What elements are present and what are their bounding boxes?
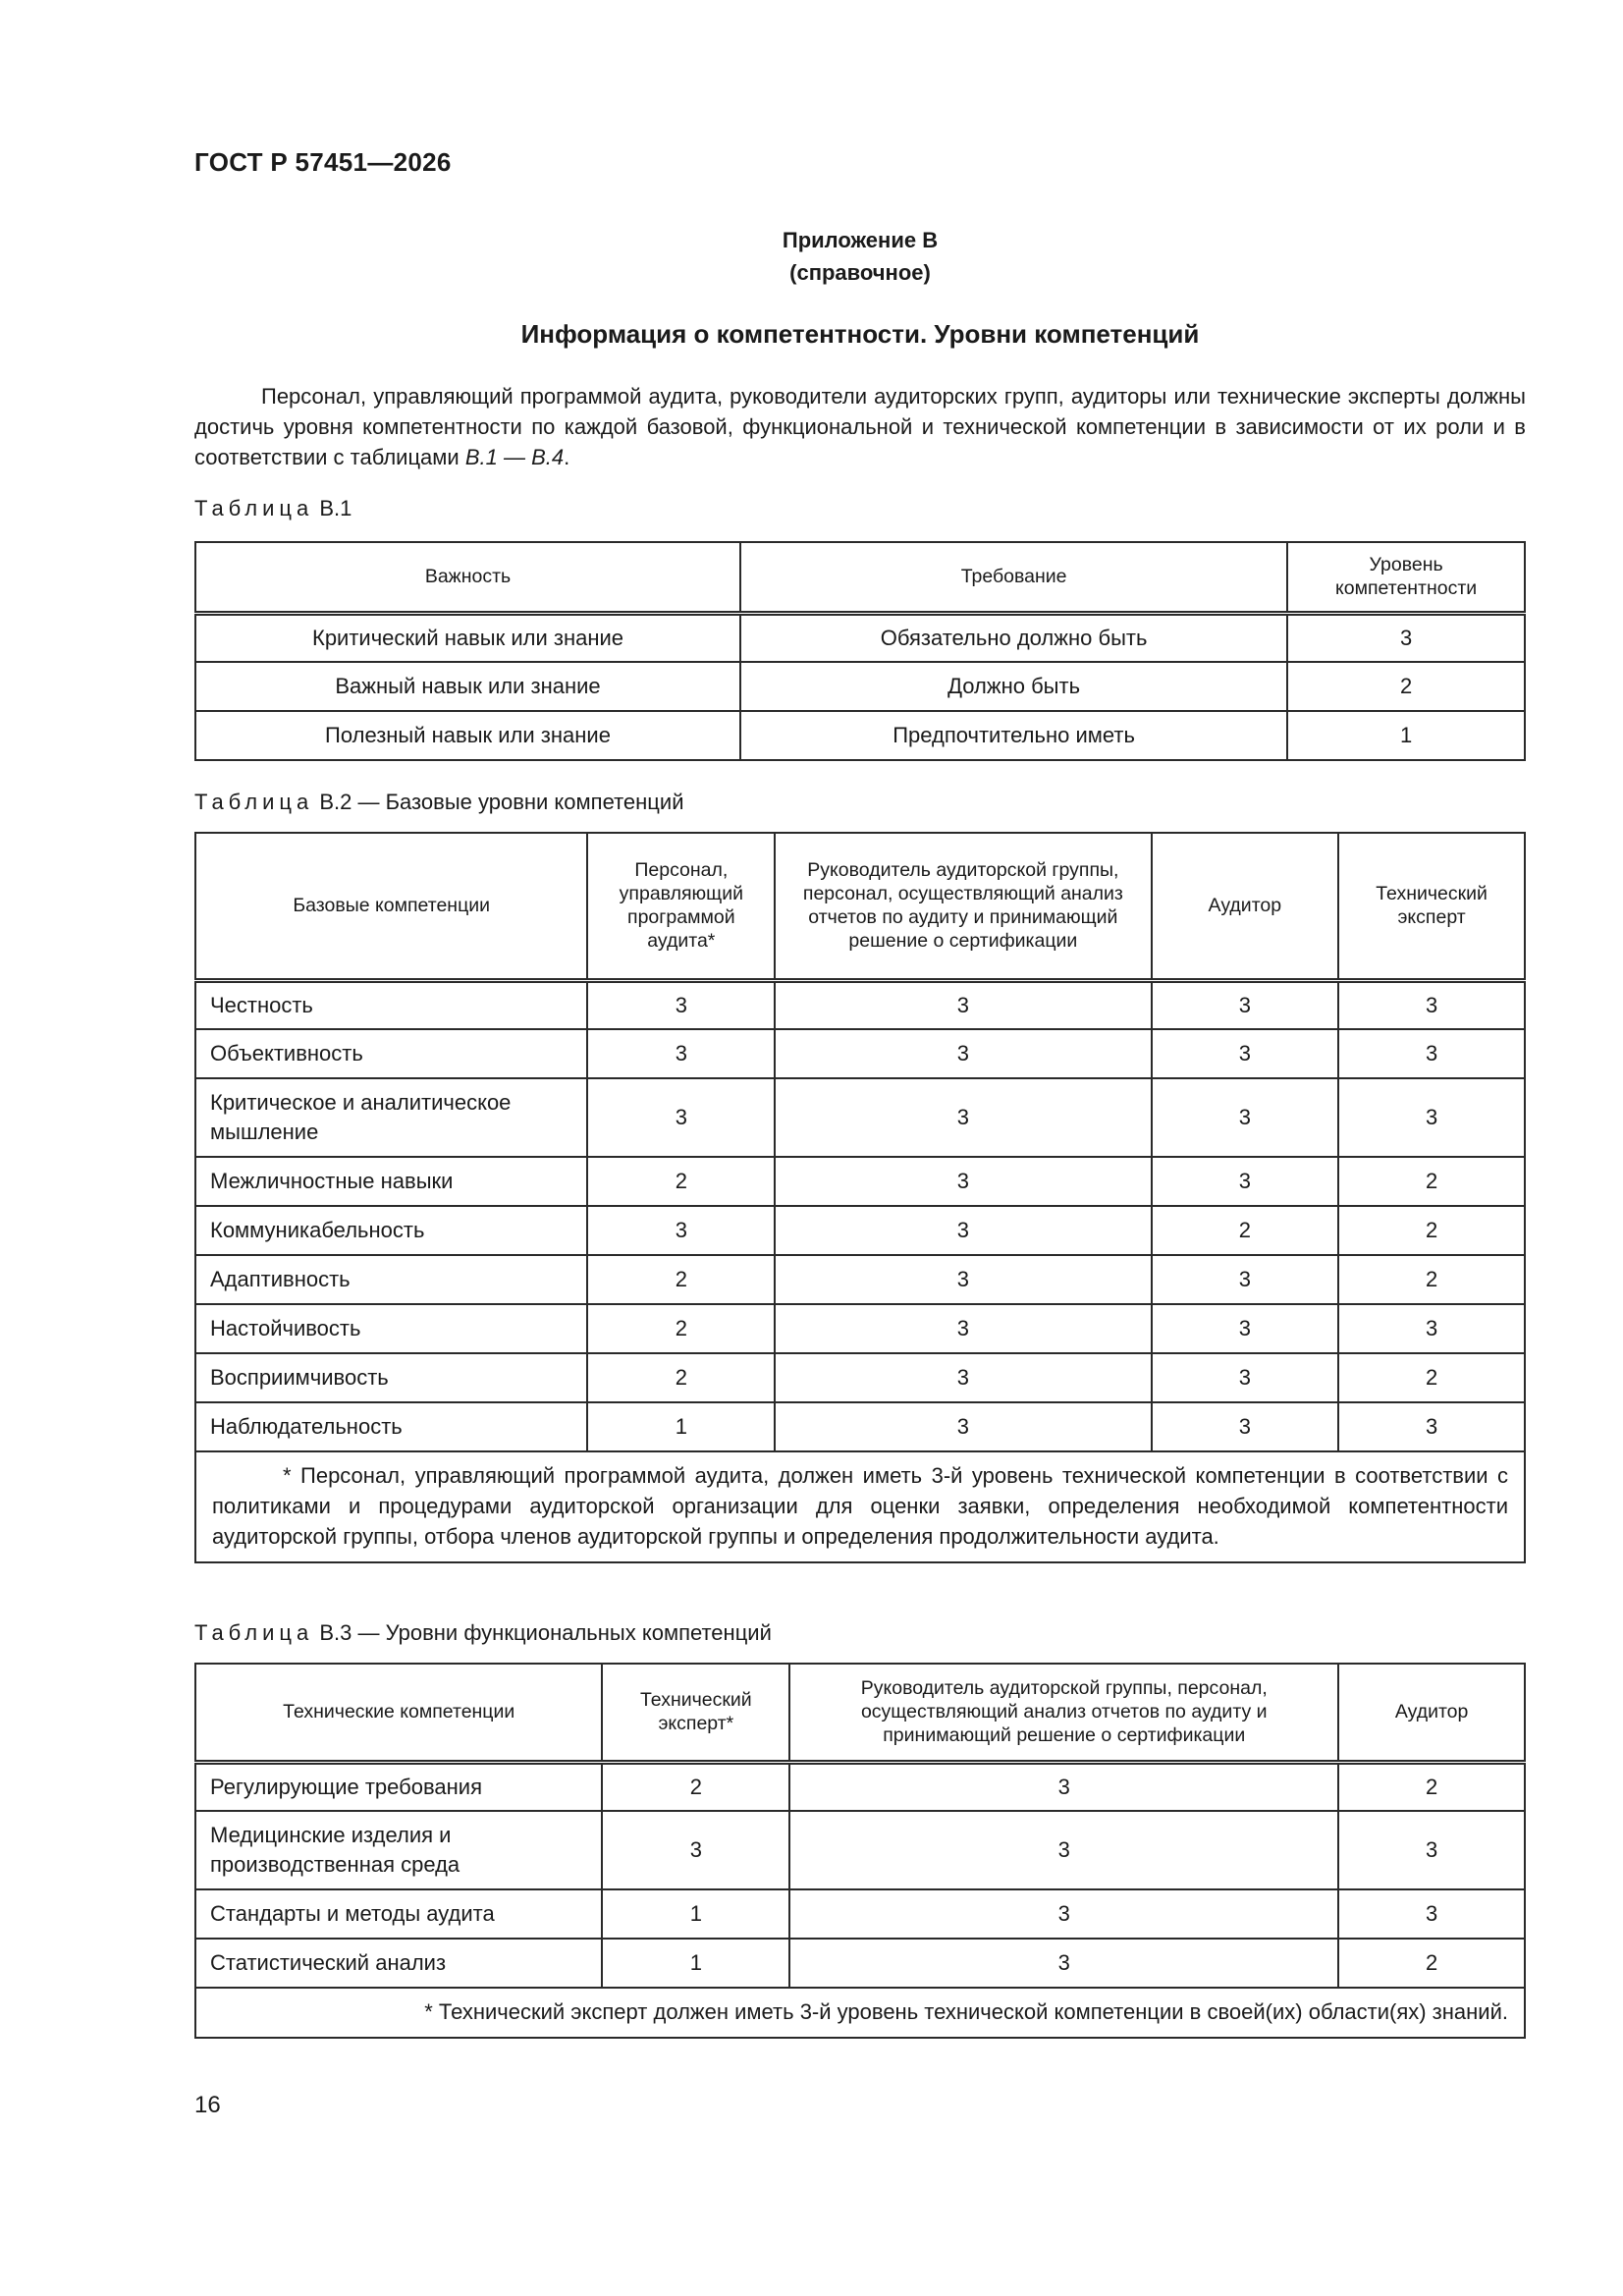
- table1-caption: [194, 496, 352, 521]
- table2-header-cell: Технический эксперт: [1338, 833, 1525, 980]
- table-cell: 3: [789, 1811, 1338, 1889]
- table2-footnote-text: * Персонал, управляющий программой аудита, должен иметь 3-й уровень технической компетенции в соответствии с политиками и процедурами аудиторской организации для оценки заявки, определения необходимой компетентности аудиторской группы, отбора членов аудиторской группы и определения продолжительности аудита.: [212, 1463, 1508, 1549]
- intro-end: .: [564, 445, 570, 469]
- table3-footnote-text: * Технический эксперт должен иметь 3-й уровень технической компетенции в своей(их) области(ях) знаний.: [424, 1999, 1508, 2024]
- table-cell: 3: [1152, 1255, 1339, 1304]
- table1-header-cell: Уровень компетентности: [1287, 542, 1525, 613]
- table-cell: Статистический анализ: [195, 1939, 602, 1988]
- table-cell: Объективность: [195, 1029, 587, 1078]
- table-cell: Обязательно должно быть: [740, 613, 1287, 662]
- table-row: [195, 1353, 1525, 1402]
- table-cell: 1: [1287, 711, 1525, 760]
- table-cell: Должно быть: [740, 662, 1287, 711]
- table-cell: 3: [775, 1255, 1151, 1304]
- table3-header-cell: Руководитель аудиторской группы, персонал, осуществляющий анализ отчетов по аудиту и принимающий решение о сертификации: [789, 1664, 1338, 1762]
- table-cell: 3: [1338, 1402, 1525, 1451]
- table-cell: 3: [775, 1304, 1151, 1353]
- table-cell: 3: [1338, 1029, 1525, 1078]
- table3-caption-word: Таблица: [194, 1620, 314, 1645]
- table-cell: Важный навык или знание: [195, 662, 740, 711]
- table-cell: 2: [1287, 662, 1525, 711]
- table-row: [195, 662, 1525, 711]
- table3-header-cell: Аудитор: [1338, 1664, 1525, 1762]
- table-cell: 3: [1152, 1029, 1339, 1078]
- table-row: [195, 1762, 1525, 1811]
- table-row: [195, 711, 1525, 760]
- table-row: [195, 613, 1525, 662]
- table-cell: 3: [1152, 1353, 1339, 1402]
- table-cell: 3: [1287, 613, 1525, 662]
- table-cell: Адаптивность: [195, 1255, 587, 1304]
- table-cell: Критическое и аналитическое мышление: [195, 1078, 587, 1157]
- table-cell: 3: [775, 980, 1151, 1029]
- table-cell: Предпочтительно иметь: [740, 711, 1287, 760]
- table2: [194, 832, 1526, 1563]
- table-cell: 2: [587, 1353, 775, 1402]
- table-cell: 2: [587, 1304, 775, 1353]
- section-title: Информация о компетентности. Уровни компетенций: [520, 319, 1200, 349]
- table-cell: 2: [1338, 1255, 1525, 1304]
- intro-text: Персонал, управляющий программой аудита, руководители аудиторских групп, аудиторы или технические эксперты должны достичь уровня компетентности по каждой базовой, функциональной и технической компетенции в зависимости от их роли и в соответствии с таблицами: [194, 384, 1526, 469]
- table2-header-cell: Персонал, управляющий программой аудита*: [587, 833, 775, 980]
- table3-header-cell: Технический эксперт*: [602, 1664, 789, 1762]
- table1-caption-rest: В.1: [313, 496, 352, 520]
- page-number: 16: [194, 2092, 221, 2118]
- appendix-title: Приложение В: [782, 228, 939, 252]
- table-cell: 3: [775, 1402, 1151, 1451]
- appendix-kind: (справочное): [789, 260, 931, 285]
- table2-header-row: [195, 833, 1525, 980]
- table1-header-cell: Требование: [740, 542, 1287, 613]
- table-cell: 3: [1152, 1402, 1339, 1451]
- table-cell: 3: [1338, 980, 1525, 1029]
- table-cell: 3: [1338, 1811, 1525, 1889]
- table-cell: Полезный навык или знание: [195, 711, 740, 760]
- table-cell: 2: [602, 1762, 789, 1811]
- table-cell: 2: [587, 1255, 775, 1304]
- table3-note-row: [195, 1988, 1525, 2038]
- table-cell: 3: [1152, 980, 1339, 1029]
- table3: [194, 1663, 1526, 2039]
- table-cell: 2: [1338, 1939, 1525, 1988]
- table-cell: 3: [789, 1762, 1338, 1811]
- table2-header-cell: Базовые компетенции: [195, 833, 587, 980]
- table-cell: 3: [1338, 1078, 1525, 1157]
- table-cell: 3: [1152, 1078, 1339, 1157]
- table-cell: 3: [587, 980, 775, 1029]
- table3-caption-rest: В.3 — Уровни функциональных компетенций: [313, 1620, 772, 1645]
- table-row: [195, 1078, 1525, 1157]
- table-cell: 2: [1338, 1353, 1525, 1402]
- table2-header-cell: Руководитель аудиторской группы, персонал, осуществляющий анализ отчетов по аудиту и принимающий решение о сертификации: [775, 833, 1151, 980]
- table3-footnote: [195, 1988, 1525, 2038]
- table-cell: 3: [1338, 1304, 1525, 1353]
- table-cell: Наблюдательность: [195, 1402, 587, 1451]
- table-cell: Регулирующие требования: [195, 1762, 602, 1811]
- table1-header-cell: Важность: [195, 542, 740, 613]
- appendix-heading: [194, 224, 1526, 289]
- table-row: [195, 1889, 1525, 1939]
- intro-paragraph: [194, 381, 1526, 472]
- table1: [194, 541, 1526, 761]
- table-cell: Настойчивость: [195, 1304, 587, 1353]
- table-cell: 3: [587, 1029, 775, 1078]
- table2-header-cell: Аудитор: [1152, 833, 1339, 980]
- table-row: [195, 1157, 1525, 1206]
- table-cell: 3: [789, 1939, 1338, 1988]
- table-row: [195, 1402, 1525, 1451]
- table-cell: Честность: [195, 980, 587, 1029]
- table-cell: 3: [775, 1206, 1151, 1255]
- table2-footnote: [195, 1451, 1525, 1562]
- table-cell: Стандарты и методы аудита: [195, 1889, 602, 1939]
- table-cell: 3: [775, 1353, 1151, 1402]
- table3-header-cell: Технические компетенции: [195, 1664, 602, 1762]
- table-cell: 2: [1338, 1762, 1525, 1811]
- table-cell: 2: [1152, 1206, 1339, 1255]
- table-cell: 3: [587, 1206, 775, 1255]
- intro-table-ref: В.1 — В.4: [464, 445, 565, 469]
- table-cell: 3: [1338, 1889, 1525, 1939]
- table3-caption: [194, 1620, 772, 1646]
- table2-caption-word: Таблица: [194, 790, 314, 814]
- table-cell: 3: [1152, 1157, 1339, 1206]
- table-cell: Восприимчивость: [195, 1353, 587, 1402]
- table-cell: Критический навык или знание: [195, 613, 740, 662]
- table2-caption-rest: В.2 — Базовые уровни компетенций: [313, 790, 684, 814]
- table-row: [195, 1811, 1525, 1889]
- table-cell: Коммуникабельность: [195, 1206, 587, 1255]
- table-cell: 2: [587, 1157, 775, 1206]
- table-row: [195, 1255, 1525, 1304]
- table-cell: 3: [775, 1157, 1151, 1206]
- table-row: [195, 1304, 1525, 1353]
- table-cell: 3: [775, 1078, 1151, 1157]
- table3-header-row: [195, 1664, 1525, 1762]
- table-cell: Медицинские изделия и производственная среда: [195, 1811, 602, 1889]
- table-cell: 1: [587, 1402, 775, 1451]
- table-row: [195, 1206, 1525, 1255]
- table-row: [195, 980, 1525, 1029]
- table-cell: 2: [1338, 1206, 1525, 1255]
- table-cell: 3: [1152, 1304, 1339, 1353]
- table-cell: 1: [602, 1939, 789, 1988]
- table1-header-row: [195, 542, 1525, 613]
- table-cell: 2: [1338, 1157, 1525, 1206]
- table-row: [195, 1029, 1525, 1078]
- document-code: ГОСТ Р 57451—2026: [194, 147, 452, 177]
- table-cell: 3: [789, 1889, 1338, 1939]
- table-cell: 3: [587, 1078, 775, 1157]
- table1-caption-word: Таблица: [194, 496, 314, 520]
- table-cell: 3: [775, 1029, 1151, 1078]
- table-cell: Межличностные навыки: [195, 1157, 587, 1206]
- table-row: [195, 1939, 1525, 1988]
- table-cell: 1: [602, 1889, 789, 1939]
- table2-caption: [194, 790, 683, 815]
- table2-note-row: [195, 1451, 1525, 1562]
- table-cell: 3: [602, 1811, 789, 1889]
